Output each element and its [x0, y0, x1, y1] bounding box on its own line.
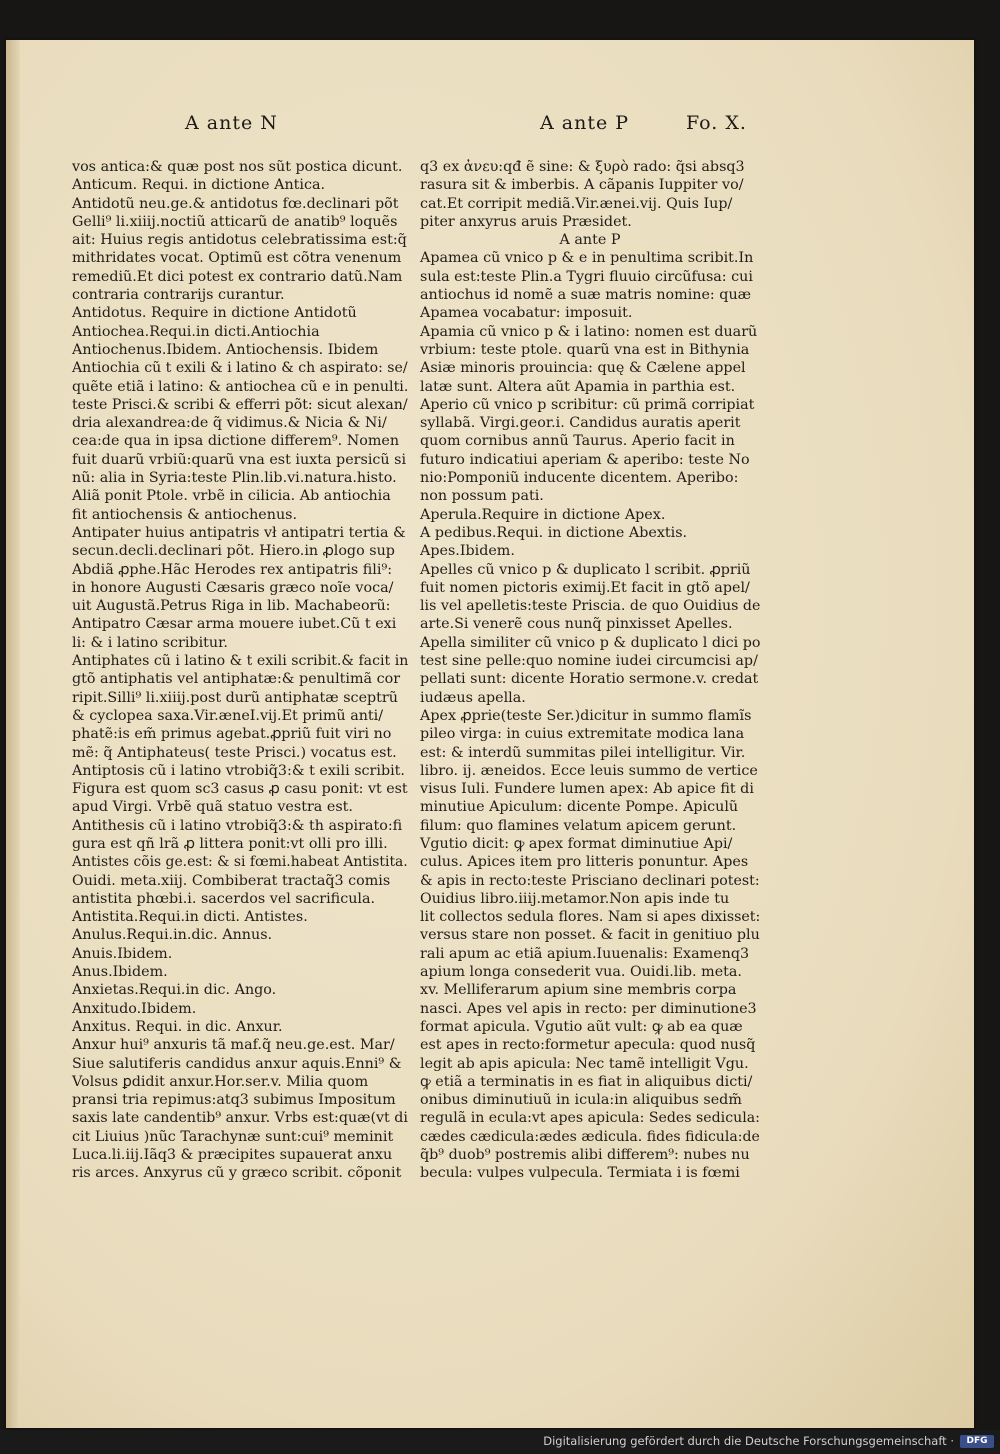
- text-line: onibus diminutiuũ in icula:in aliquibus sedm̃: [420, 1092, 742, 1109]
- text-line: nasci. Apes vel apis in recto: per diminutione3: [420, 1000, 757, 1017]
- text-line: fit antiochensis & antiochenus.: [72, 506, 298, 523]
- right-column-continuation: [420, 158, 760, 231]
- text-line: cit Liuius )nũc Tarachynæ sunt:cui⁹ meminit: [72, 1128, 394, 1145]
- text-line: Anus.Ibidem.: [72, 964, 168, 981]
- text-line: Antidotũ neu.ge.& antidotus fœ.declinari põt: [72, 195, 399, 212]
- text-line: phatẽ:is em̃ primus agebat.ꝓpriũ fuit viri no: [72, 726, 392, 743]
- text-line: quẽte etiã i latino: & antiochea cũ e in penulti.: [72, 378, 409, 395]
- text-line: antistita phœbi.i. sacerdos vel sacrificula.: [72, 890, 376, 907]
- text-line: Abdiã ꝓphe.Hãc Herodes rex antipatris fili⁹:: [72, 561, 393, 578]
- text-line: Anxietas.Requi.in dic. Ango.: [72, 982, 277, 999]
- text-line: filum: quo flamines velatum apicem gerunt.: [420, 817, 737, 834]
- text-line: visus Iuli. Fundere lumen apex: Ab apice fit di: [420, 781, 754, 798]
- text-line: Vgutio dicit: ꝙ apex format diminutiue Api/: [420, 835, 733, 852]
- text-line: Antipater huius antipatris vł antipatri tertia &: [72, 524, 406, 541]
- text-line: antiochus id nomẽ a suæ matris nomine: quæ: [420, 287, 752, 304]
- text-line: iudæus apella.: [420, 689, 526, 706]
- text-line: Ouidi. meta.xiij. Combiberat tractaq̃3 comis: [72, 872, 391, 889]
- text-line: Antidotus. Require in dictione Antidotũ: [72, 305, 357, 322]
- text-line: fuit duarũ vrbiũ:quarũ vna est iuxta persicũ si: [72, 451, 407, 468]
- text-line: Anulus.Requi.in.dic. Annus.: [72, 927, 273, 944]
- text-line: Asiæ minoris prouincia: quę & Cælene appel: [420, 360, 746, 377]
- text-line: arte.Si venerẽ cous nunq̃ pinxisset Apelles.: [420, 616, 733, 633]
- text-line: Apamea cũ vnico p & e in penultima scribit.In: [420, 250, 754, 267]
- text-line: ait: Huius regis antidotus celebratissima est:q̃: [72, 232, 407, 249]
- text-line: ris arces. Anxyrus cũ y græco scribit. cõponit: [72, 1165, 402, 1182]
- text-line: Antiochea.Requi.in dicti.Antiochia: [72, 323, 320, 340]
- text-line: Anxitus. Requi. in dic. Anxur.: [72, 1018, 283, 1035]
- text-line: quom cornibus annũ Taurus. Aperio facit in: [420, 433, 735, 450]
- text-line: dria alexandrea:de q̃ vidimus.& Nicia & Ni/: [72, 415, 387, 432]
- text-line: Aperula.Require in dictione Apex.: [420, 506, 666, 523]
- text-line: Anxur hui⁹ anxuris tã maf.q̃ neu.ge.est. Mar/: [72, 1037, 395, 1054]
- right-text-column: [420, 158, 760, 1183]
- text-line: Volsus ꝑdidit anxur.Hor.ser.v. Milia quom: [72, 1073, 369, 1090]
- text-line: Antiphates cũ i latino & t exili scribit.& facit in: [72, 653, 409, 670]
- text-line: Apamea vocabatur: imposuit.: [420, 305, 633, 322]
- text-line: secun.decli.declinari põt. Hiero.in ꝓlogo sup: [72, 543, 395, 560]
- text-line: cædes cædicula:ædes ædicula. fides fidicula:de: [420, 1128, 760, 1145]
- text-line: nũ: alia in Syria:teste Plin.lib.vi.natura.histo.: [72, 470, 397, 487]
- footer-bar: [0, 1430, 1000, 1454]
- text-line: Aperio cũ vnico p scribitur: cũ primã corripiat: [420, 396, 755, 413]
- text-line: piter anxyrus aruis Præsidet.: [420, 213, 632, 230]
- text-line: uit Augustã.Petrus Riga in lib. Machabeorũ:: [72, 598, 391, 615]
- text-line: vrbium: teste ptole. quarũ vna est in Bithynia: [420, 341, 750, 358]
- text-line: contraria contrarijs curantur.: [72, 287, 285, 304]
- running-head-right: A ante P: [540, 112, 630, 134]
- text-line: apium longa consederit vua. Ouidi.lib. meta.: [420, 964, 742, 981]
- text-line: minutiue Apiculum: dicente Pompe. Apiculũ: [420, 799, 739, 816]
- text-line: pransi tria repimus:atq3 subimus Impositum: [72, 1092, 396, 1109]
- text-line: libro. ij. æneidos. Ecce leuis summo de vertice: [420, 762, 758, 779]
- text-line: latæ sunt. Altera aũt Apamia in parthia est.: [420, 378, 736, 395]
- text-line: fuit nomen pictoris eximij.Et facit in gtõ apel/: [420, 579, 750, 596]
- text-line: syllabã. Virgi.geor.i. Candidus auratis aperit: [420, 415, 741, 432]
- text-line: in honore Augusti Cæsaris græco noĩe voca/: [72, 579, 394, 596]
- text-line: Siue salutiferis candidus anxur aquis.Enni⁹ &: [72, 1055, 402, 1072]
- text-line: li: & i latino scribitur.: [72, 634, 228, 651]
- text-line: Antistita.Requi.in dicti. Antistes.: [72, 909, 308, 926]
- text-line: Anxitudo.Ibidem.: [72, 1000, 197, 1017]
- text-line: Figura est quom sc3 casus ꝓ casu ponit: vt est: [72, 781, 408, 798]
- text-line: Antithesis cũ i latino vtrobiq̃3:& th aspirato:fi: [72, 817, 403, 834]
- text-line: Luca.li.iij.Iãq3 & præcipites supauerat anxu: [72, 1147, 393, 1164]
- text-line: Anticum. Requi. in dictione Antica.: [72, 177, 326, 194]
- text-line: regulã in ecula:vt apes apicula: Sedes sedicula:: [420, 1110, 760, 1127]
- text-line: vos antica:& quæ post nos sũt postica dicunt.: [72, 159, 403, 175]
- text-line: Apella similiter cũ vnico p & duplicato l dici po: [420, 634, 761, 651]
- text-line: Antiptosis cũ i latino vtrobiq̃3:& t exili scribit.: [72, 762, 405, 779]
- text-line: versus stare non posset. & facit in genitiuo plu: [420, 927, 760, 944]
- text-line: q3 ex ἀνευ:qđ ẽ sine: & ξυρὸ rado: q̃si absq3: [420, 159, 745, 175]
- text-line: sula est:teste Plin.a Tygri fluuio circũfusa: cui: [420, 268, 753, 285]
- page-gutter: [6, 40, 20, 1428]
- text-line: test sine pelle:quo nomine iudei circumcisi ap/: [420, 653, 758, 670]
- text-line: q̃b⁹ duob⁹ postremis alibi differem⁹: nubes nu: [420, 1147, 750, 1164]
- text-line: rasura sit & imberbis. A cãpanis Iuppiter vo/: [420, 177, 744, 194]
- text-line: futuro indicatiui aperiam & aperibo: teste No: [420, 451, 750, 468]
- text-line: Apex ꝓprie(teste Ser.)dicitur in summo flamĩs: [420, 707, 752, 724]
- text-line: est apes in recto:formetur apecula: quod nusq̃: [420, 1037, 756, 1054]
- text-line: apud Virgi. Vrbẽ quã statuo vestra est.: [72, 799, 353, 816]
- folio-number: Fo. X.: [686, 112, 747, 134]
- left-text-column: [72, 158, 408, 1183]
- text-line: rali apum ac etiã apium.Iuuenalis: Examenq3: [420, 945, 750, 962]
- text-line: pileo virga: in cuius extremitate modica lana: [420, 726, 745, 743]
- text-line: format apicula. Vgutio aũt vult: ꝙ ab ea quæ: [420, 1018, 743, 1035]
- text-line: gura est qñ lrã ꝓ littera ponit:vt olli pro illi.: [72, 835, 388, 852]
- funding-credit: Digitalisierung gefördert durch die Deutsche Forschungsgemeinschaft ·: [543, 1434, 954, 1448]
- text-line: Aliã ponit Ptole. vrbẽ in cilicia. Ab antiochia: [72, 488, 391, 505]
- text-line: Gelli⁹ li.xiiij.noctiũ atticarũ de anatib⁹ loquẽs: [72, 213, 398, 230]
- text-line: cat.Et corripit mediã.Vir.ænei.vij. Quis Iup/: [420, 195, 733, 212]
- text-line: Ouidius libro.iiij.metamor.Non apis inde tu: [420, 890, 730, 907]
- running-head-left: A ante N: [185, 112, 278, 134]
- text-line: culus. Apices item pro litteris ponuntur. Apes: [420, 854, 749, 871]
- text-line: & apis in recto:teste Prisciano declinari potest:: [420, 872, 760, 889]
- text-line: mẽ: q̃ Antiphateus( teste Prisci.) vocatus est.: [72, 744, 397, 761]
- text-line: Anuis.Ibidem.: [72, 945, 173, 962]
- text-line: nio:Pomponiũ inducente dicentem. Aperibo:: [420, 470, 739, 487]
- text-line: Apamia cũ vnico p & i latino: nomen est duarũ: [420, 323, 758, 340]
- text-line: Apes.Ibidem.: [420, 543, 515, 560]
- text-line: & cyclopea saxa.Vir.æneI.vij.Et primũ anti/: [72, 707, 384, 724]
- text-line: Antistes cõis ge.est: & si fœmi.habeat Antistita.: [72, 854, 408, 871]
- text-line: non possum pati.: [420, 488, 544, 505]
- text-line: saxis late candentib⁹ anxur. Vrbs est:quæ(vt di: [72, 1110, 408, 1127]
- text-line: Antipatro Cæsar arma mouere iubet.Cũ t exi: [72, 616, 397, 633]
- text-line: teste Prisci.& scribi & efferri põt: sicut alexan/: [72, 396, 408, 413]
- text-line: ripit.Silli⁹ li.xiiij.post durũ antiphatæ sceptrũ: [72, 689, 398, 706]
- text-line: Antiochenus.Ibidem. Antiochensis. Ibidem: [72, 341, 379, 358]
- text-line: gtõ antiphatis vel antiphatæ:& penultimã cor: [72, 671, 401, 688]
- text-line: est: & interdũ summitas pilei intelligitur. Vir.: [420, 744, 746, 761]
- text-line: legit ab apis apicula: Nec tamẽ intelligit Vgu.: [420, 1055, 749, 1072]
- text-line: lis vel apelletis:teste Priscia. de quo Ouidius de: [420, 598, 761, 615]
- text-line: mithridates vocat. Optimũ est cõtra venenum: [72, 250, 402, 267]
- text-line: xv. Melliferarum apium sine membris corpa: [420, 982, 737, 999]
- text-line: ꝙ etiã a terminatis in es fiat in aliquibus dicti/: [420, 1073, 753, 1090]
- text-line: Antiochia cũ t exili & i latino & ch aspirato: se/: [72, 360, 408, 377]
- section-heading: A ante P: [559, 232, 621, 249]
- text-line: A pedibus.Requi. in dictione Abextis.: [420, 524, 688, 541]
- right-column-entries: [420, 249, 760, 1182]
- text-line: Apelles cũ vnico p & duplicato l scribit. ꝓpriũ: [420, 561, 751, 578]
- text-line: lit collectos sedula flores. Nam si apes dixisset:: [420, 909, 761, 926]
- text-line: remediũ.Et dici potest ex contrario datũ.Nam: [72, 268, 403, 285]
- text-line: becula: vulpes vulpecula. Termiata i is fœmi: [420, 1165, 740, 1182]
- dfg-logo: DFG: [960, 1435, 994, 1448]
- text-line: cea:de qua in ipsa dictione differem⁹. Nomen: [72, 433, 400, 450]
- text-line: pellati sunt: dicente Horatio sermone.v. credat: [420, 671, 759, 688]
